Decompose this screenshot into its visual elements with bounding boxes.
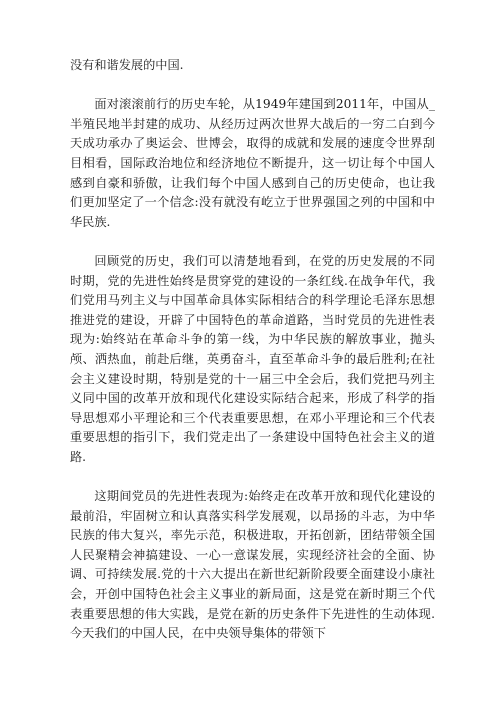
paragraph-spacer (70, 232, 435, 252)
paragraph-2: 面对滚滚前行的历史车轮，从1949年建国到2011年，中国从_半殖民地半封建的成功、从经历过两次世界大战后的一穷二白到今天成功承办了奥运会、世博会，取得的成就和发展的速度令世界刮目相看，国际政治地位和经济地位不断提升，这一切让每个中国人感到自豪和骄傲，让我们每个中国人感到自己的历史使命，也让我们更加坚定了一个信念:没有就没有屹立于世界强国之列的中国和中华民族. (70, 97, 435, 229)
paragraph-4: 这期间党员的先进性表现为:始终走在改革开放和现代化建设的最前沿，牢固树立和认真落实科学发展观，以昂扬的斗志，为中华民族的伟大复兴，率先示范，积极进取，开拓创新，团结带领全国人民聚精会神搞建设、一心一意谋发展，实现经济社会的全面、协调、可持续发展.党的十六大提出在新世纪新阶段要全面建设小康社会，开创中国特色社会主义事业的新局面，这是党在新时期三个代表重要思想的伟大实践，是党在新的历史条件下先进性的生动体现.今天我们的中国人民，在中央领导集体的带领下 (70, 489, 435, 641)
paragraph-3: 回顾党的历史，我们可以清楚地看到，在党的历史发展的不同时期，党的先进性始终是贯穿党的建设的一条红线.在战争年代，我们党用马列主义与中国革命具体实际相结合的科学理论毛泽东思想推进党的建设，开辟了中国特色的革命道路，当时党员的先进性表现为:始终站在革命斗争的第一线，为中华民族的解放事业，抛头颅、洒热血，前赴后继，英勇奋斗，直至革命斗争的最后胜利;在社会主义建设时期，特别是党的十一届三中全会后，我们党把马列主义同中国的改革开放和现代化建设实际结合起来，形成了科学的指导思想邓小平理论和三个代表重要思想，在邓小平理论和三个代表重要思想的指引下，我们党走出了一条建设中国特色社会主义的道路. (70, 253, 435, 464)
paragraph-spacer (70, 467, 435, 487)
paragraph-1: 没有和谐发展的中国. (70, 58, 184, 72)
document-body (70, 56, 435, 644)
paragraph-spacer (70, 76, 435, 96)
